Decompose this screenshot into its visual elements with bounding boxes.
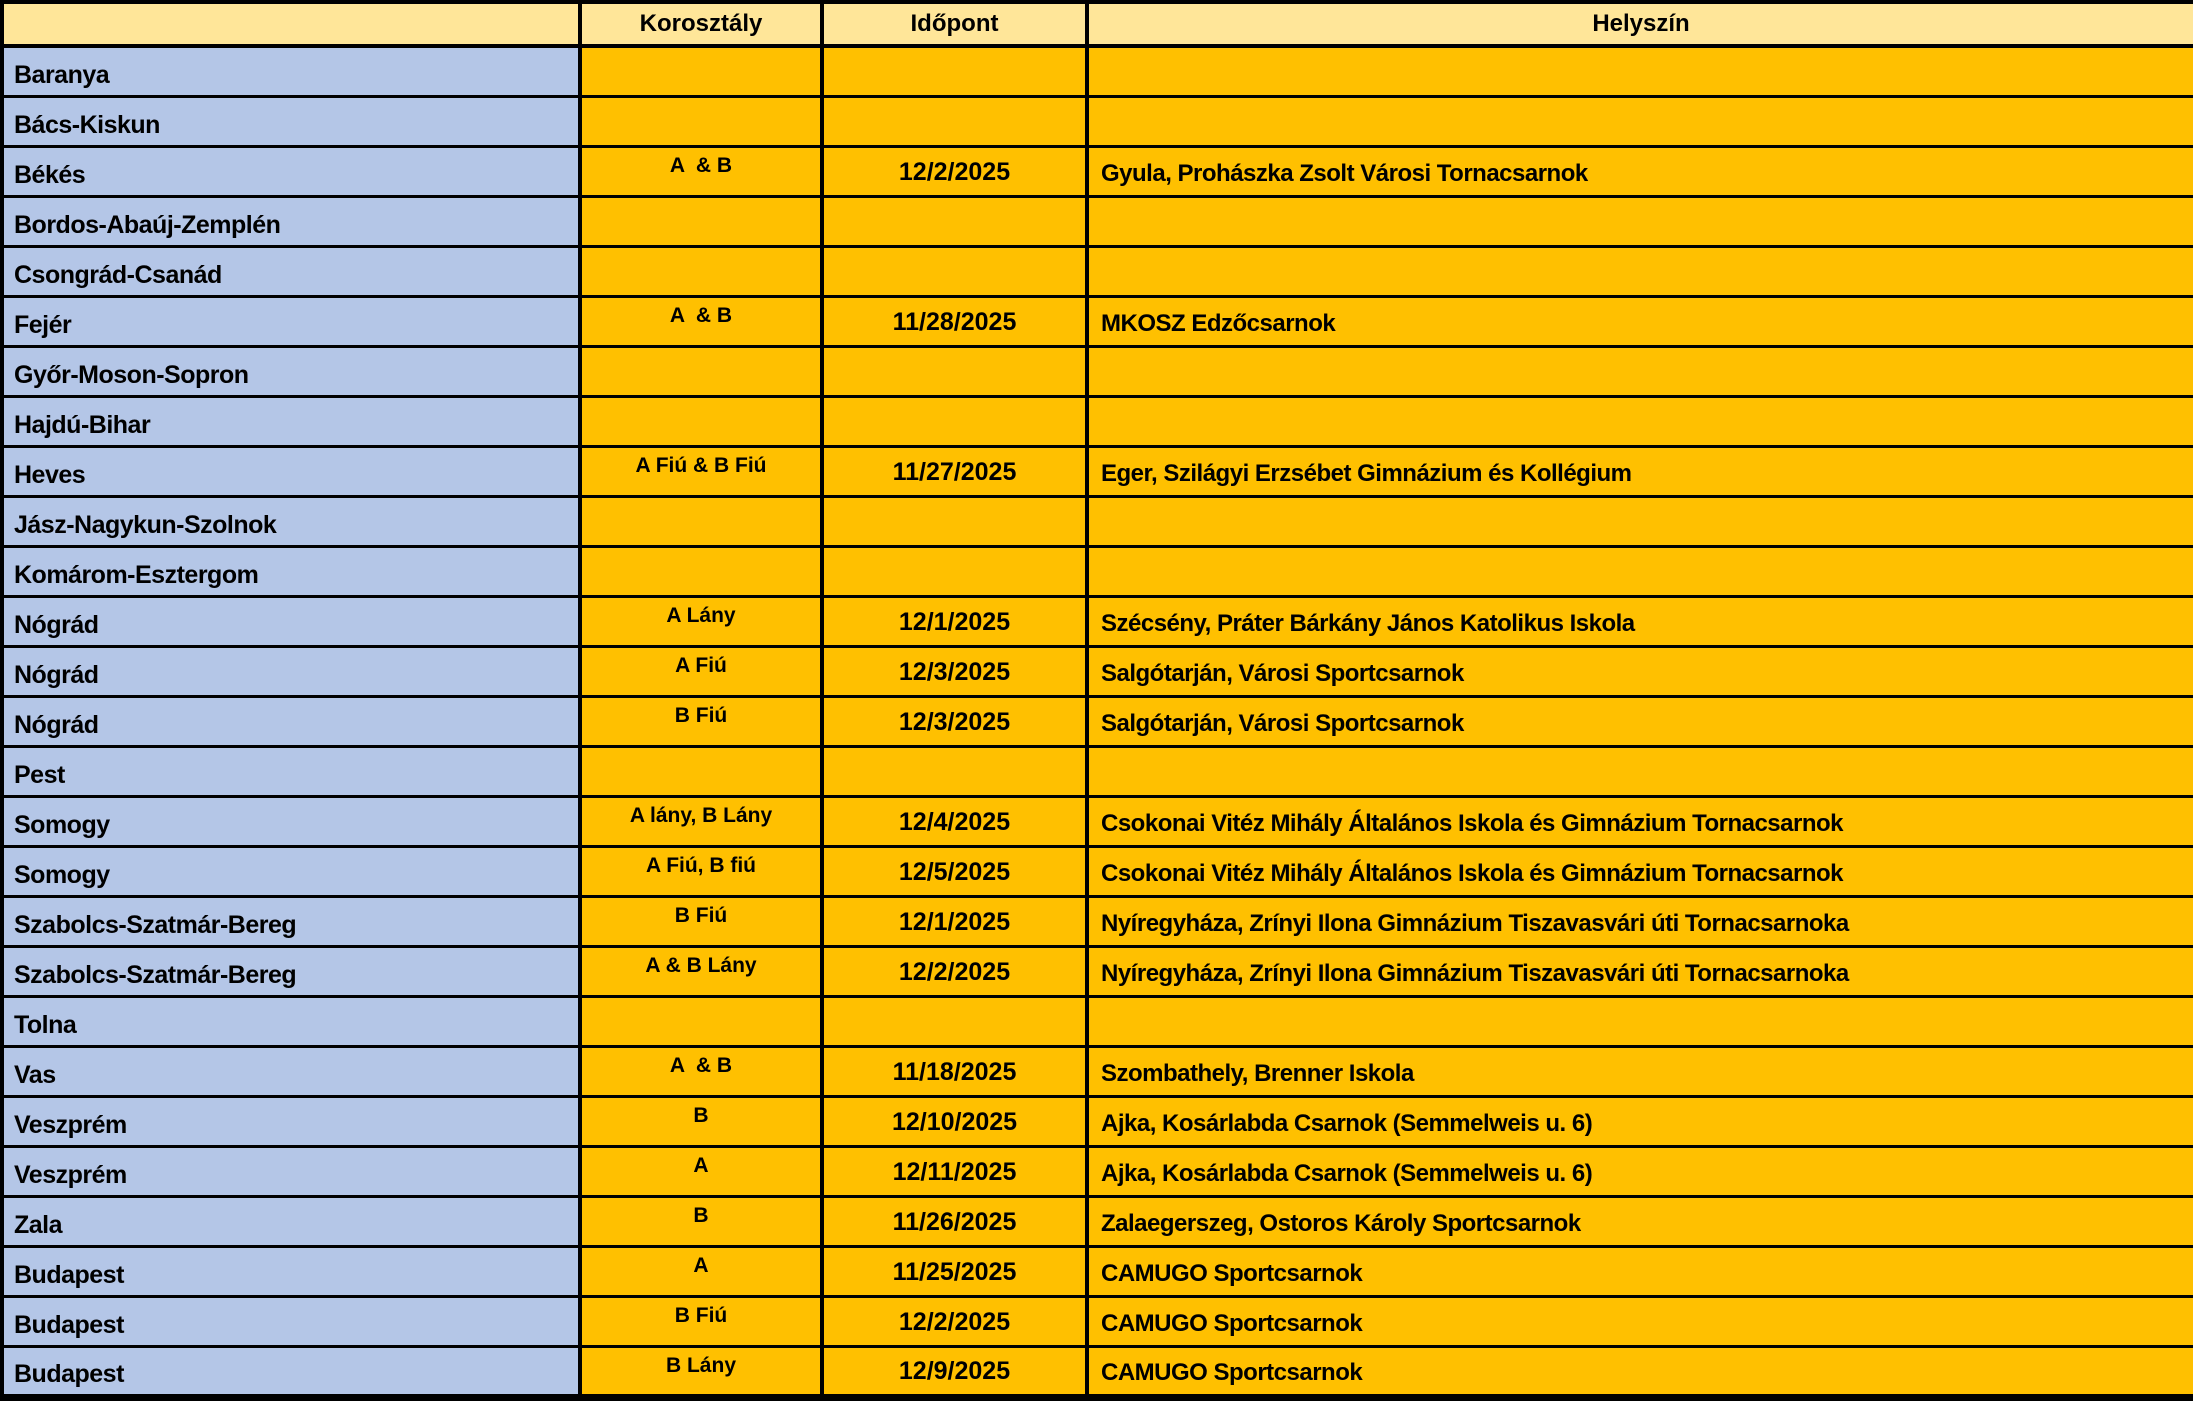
helyszin-cell[interactable] [1087, 46, 2193, 96]
helyszin-cell[interactable]: Csokonai Vitéz Mihály Általános Iskola és Gimnázium Tornacsarnok [1087, 846, 2193, 896]
korosztaly-cell[interactable]: A Fiú [580, 646, 822, 696]
korosztaly-cell[interactable]: A lány, B Lány [580, 796, 822, 846]
idopont-cell[interactable]: 12/9/2025 [822, 1346, 1087, 1396]
table-row [2, 846, 2193, 896]
county-cell[interactable]: Budapest [2, 1296, 580, 1346]
idopont-cell[interactable] [822, 196, 1087, 246]
helyszin-cell[interactable] [1087, 246, 2193, 296]
table-row [2, 946, 2193, 996]
county-cell[interactable]: Baranya [2, 46, 580, 96]
table-row [2, 996, 2193, 1046]
helyszin-cell[interactable] [1087, 496, 2193, 546]
helyszin-cell[interactable]: CAMUGO Sportcsarnok [1087, 1296, 2193, 1346]
county-cell[interactable]: Bács-Kiskun [2, 96, 580, 146]
county-cell[interactable]: Fejér [2, 296, 580, 346]
county-cell[interactable]: Zala [2, 1196, 580, 1246]
idopont-cell[interactable]: 12/1/2025 [822, 896, 1087, 946]
helyszin-cell[interactable] [1087, 346, 2193, 396]
idopont-cell[interactable] [822, 496, 1087, 546]
county-cell[interactable]: Komárom-Esztergom [2, 546, 580, 596]
table-row [2, 796, 2193, 846]
county-cell[interactable]: Somogy [2, 846, 580, 896]
table-row [2, 546, 2193, 596]
county-cell[interactable]: Somogy [2, 796, 580, 846]
idopont-cell[interactable]: 12/1/2025 [822, 596, 1087, 646]
korosztaly-cell[interactable] [580, 196, 822, 246]
idopont-cell[interactable] [822, 746, 1087, 796]
idopont-cell[interactable]: 12/10/2025 [822, 1096, 1087, 1146]
korosztaly-cell[interactable]: B Fiú [580, 1296, 822, 1346]
schedule-table-body [2, 46, 2193, 1396]
table-row [2, 1196, 2193, 1246]
county-cell[interactable]: Győr-Moson-Sopron [2, 346, 580, 396]
idopont-cell[interactable]: 11/25/2025 [822, 1246, 1087, 1296]
idopont-cell[interactable] [822, 396, 1087, 446]
county-cell[interactable]: Budapest [2, 1246, 580, 1296]
korosztaly-cell[interactable] [580, 746, 822, 796]
korosztaly-cell[interactable] [580, 96, 822, 146]
table-row [2, 146, 2193, 196]
county-cell[interactable]: Nógrád [2, 596, 580, 646]
korosztaly-cell[interactable] [580, 396, 822, 446]
table-row [2, 746, 2193, 796]
idopont-cell[interactable] [822, 246, 1087, 296]
table-row [2, 1346, 2193, 1396]
helyszin-cell[interactable] [1087, 746, 2193, 796]
table-row [2, 1146, 2193, 1196]
helyszin-cell[interactable] [1087, 396, 2193, 446]
helyszin-cell[interactable]: CAMUGO Sportcsarnok [1087, 1246, 2193, 1296]
idopont-cell[interactable]: 12/11/2025 [822, 1146, 1087, 1196]
korosztaly-cell[interactable] [580, 246, 822, 296]
county-cell[interactable]: Hajdú-Bihar [2, 396, 580, 446]
idopont-cell[interactable]: 12/3/2025 [822, 646, 1087, 696]
helyszin-cell[interactable]: Nyíregyháza, Zrínyi Ilona Gimnázium Tiszavasvári úti Tornacsarnoka [1087, 896, 2193, 946]
korosztaly-cell[interactable]: A [580, 1246, 822, 1296]
helyszin-cell[interactable]: CAMUGO Sportcsarnok [1087, 1346, 2193, 1396]
helyszin-cell[interactable]: Ajka, Kosárlabda Csarnok (Semmelweis u. 6) [1087, 1146, 2193, 1196]
county-cell[interactable]: Veszprém [2, 1096, 580, 1146]
header-cell-korosztaly[interactable]: Korosztály [580, 2, 822, 46]
korosztaly-cell[interactable]: B Fiú [580, 696, 822, 746]
idopont-cell[interactable] [822, 96, 1087, 146]
helyszin-cell[interactable]: Szombathely, Brenner Iskola [1087, 1046, 2193, 1096]
table-row [2, 246, 2193, 296]
korosztaly-cell[interactable]: B [580, 1196, 822, 1246]
helyszin-cell[interactable]: MKOSZ Edzőcsarnok [1087, 296, 2193, 346]
header-cell-helyszin[interactable]: Helyszín [1087, 2, 2193, 46]
table-row [2, 696, 2193, 746]
table-row [2, 46, 2193, 96]
helyszin-cell[interactable]: Nyíregyháza, Zrínyi Ilona Gimnázium Tiszavasvári úti Tornacsarnoka [1087, 946, 2193, 996]
korosztaly-cell[interactable]: A [580, 1146, 822, 1196]
idopont-cell[interactable]: 11/28/2025 [822, 296, 1087, 346]
korosztaly-cell[interactable]: A Lány [580, 596, 822, 646]
idopont-cell[interactable]: 11/27/2025 [822, 446, 1087, 496]
korosztaly-cell[interactable]: A & B [580, 296, 822, 346]
header-row [2, 2, 2193, 46]
table-row [2, 646, 2193, 696]
korosztaly-cell[interactable]: A Fiú, B fiú [580, 846, 822, 896]
helyszin-cell[interactable] [1087, 196, 2193, 246]
county-cell[interactable]: Pest [2, 746, 580, 796]
korosztaly-cell[interactable]: A Fiú & B Fiú [580, 446, 822, 496]
county-cell[interactable]: Vas [2, 1046, 580, 1096]
korosztaly-cell[interactable] [580, 546, 822, 596]
korosztaly-cell[interactable]: B Lány [580, 1346, 822, 1396]
table-row [2, 346, 2193, 396]
idopont-cell[interactable]: 12/5/2025 [822, 846, 1087, 896]
idopont-cell[interactable] [822, 546, 1087, 596]
idopont-cell[interactable]: 11/18/2025 [822, 1046, 1087, 1096]
county-cell[interactable]: Heves [2, 446, 580, 496]
table-row [2, 1246, 2193, 1296]
helyszin-cell[interactable]: Gyula, Prohászka Zsolt Városi Tornacsarnok [1087, 146, 2193, 196]
idopont-cell[interactable]: 12/3/2025 [822, 696, 1087, 746]
table-row [2, 896, 2193, 946]
korosztaly-cell[interactable] [580, 346, 822, 396]
county-cell[interactable]: Csongrád-Csanád [2, 246, 580, 296]
idopont-cell[interactable]: 11/26/2025 [822, 1196, 1087, 1246]
table-row [2, 396, 2193, 446]
korosztaly-cell[interactable]: B [580, 1096, 822, 1146]
idopont-cell[interactable] [822, 46, 1087, 96]
table-row [2, 1296, 2193, 1346]
county-cell[interactable]: Veszprém [2, 1146, 580, 1196]
table-row [2, 596, 2193, 646]
korosztaly-cell[interactable] [580, 46, 822, 96]
county-cell[interactable]: Nógrád [2, 646, 580, 696]
korosztaly-cell[interactable]: A & B [580, 1046, 822, 1096]
table-row [2, 1096, 2193, 1146]
korosztaly-cell[interactable] [580, 496, 822, 546]
helyszin-cell[interactable]: Csokonai Vitéz Mihály Általános Iskola és Gimnázium Tornacsarnok [1087, 796, 2193, 846]
helyszin-cell[interactable]: Eger, Szilágyi Erzsébet Gimnázium és Kollégium [1087, 446, 2193, 496]
table-row [2, 1046, 2193, 1096]
county-cell[interactable]: Szabolcs-Szatmár-Bereg [2, 896, 580, 946]
korosztaly-cell[interactable] [580, 996, 822, 1046]
idopont-cell[interactable]: 12/4/2025 [822, 796, 1087, 846]
idopont-cell[interactable] [822, 346, 1087, 396]
table-row [2, 96, 2193, 146]
helyszin-cell[interactable]: Szécsény, Práter Bárkány János Katolikus Iskola [1087, 596, 2193, 646]
header-cell-idopont[interactable]: Időpont [822, 2, 1087, 46]
county-cell[interactable]: Békés [2, 146, 580, 196]
korosztaly-cell[interactable]: B Fiú [580, 896, 822, 946]
table-row [2, 446, 2193, 496]
table-row [2, 496, 2193, 546]
county-cell[interactable]: Bordos-Abaúj-Zemplén [2, 196, 580, 246]
table-row [2, 196, 2193, 246]
table-row [2, 296, 2193, 346]
idopont-cell[interactable]: 12/2/2025 [822, 1296, 1087, 1346]
idopont-cell[interactable]: 12/2/2025 [822, 946, 1087, 996]
helyszin-cell[interactable]: Salgótarján, Városi Sportcsarnok [1087, 696, 2193, 746]
county-cell[interactable]: Szabolcs-Szatmár-Bereg [2, 946, 580, 996]
idopont-cell[interactable] [822, 996, 1087, 1046]
county-cell[interactable]: Tolna [2, 996, 580, 1046]
county-cell[interactable]: Nógrád [2, 696, 580, 746]
korosztaly-cell[interactable]: A & B Lány [580, 946, 822, 996]
helyszin-cell[interactable] [1087, 996, 2193, 1046]
helyszin-cell[interactable]: Zalaegerszeg, Ostoros Károly Sportcsarnok [1087, 1196, 2193, 1246]
county-cell[interactable]: Jász-Nagykun-Szolnok [2, 496, 580, 546]
helyszin-cell[interactable]: Ajka, Kosárlabda Csarnok (Semmelweis u. 6) [1087, 1096, 2193, 1146]
helyszin-cell[interactable] [1087, 96, 2193, 146]
korosztaly-cell[interactable]: A & B [580, 146, 822, 196]
header-cell-empty[interactable] [2, 2, 580, 46]
county-cell[interactable]: Budapest [2, 1346, 580, 1396]
idopont-cell[interactable]: 12/2/2025 [822, 146, 1087, 196]
helyszin-cell[interactable]: Salgótarján, Városi Sportcsarnok [1087, 646, 2193, 696]
helyszin-cell[interactable] [1087, 546, 2193, 596]
